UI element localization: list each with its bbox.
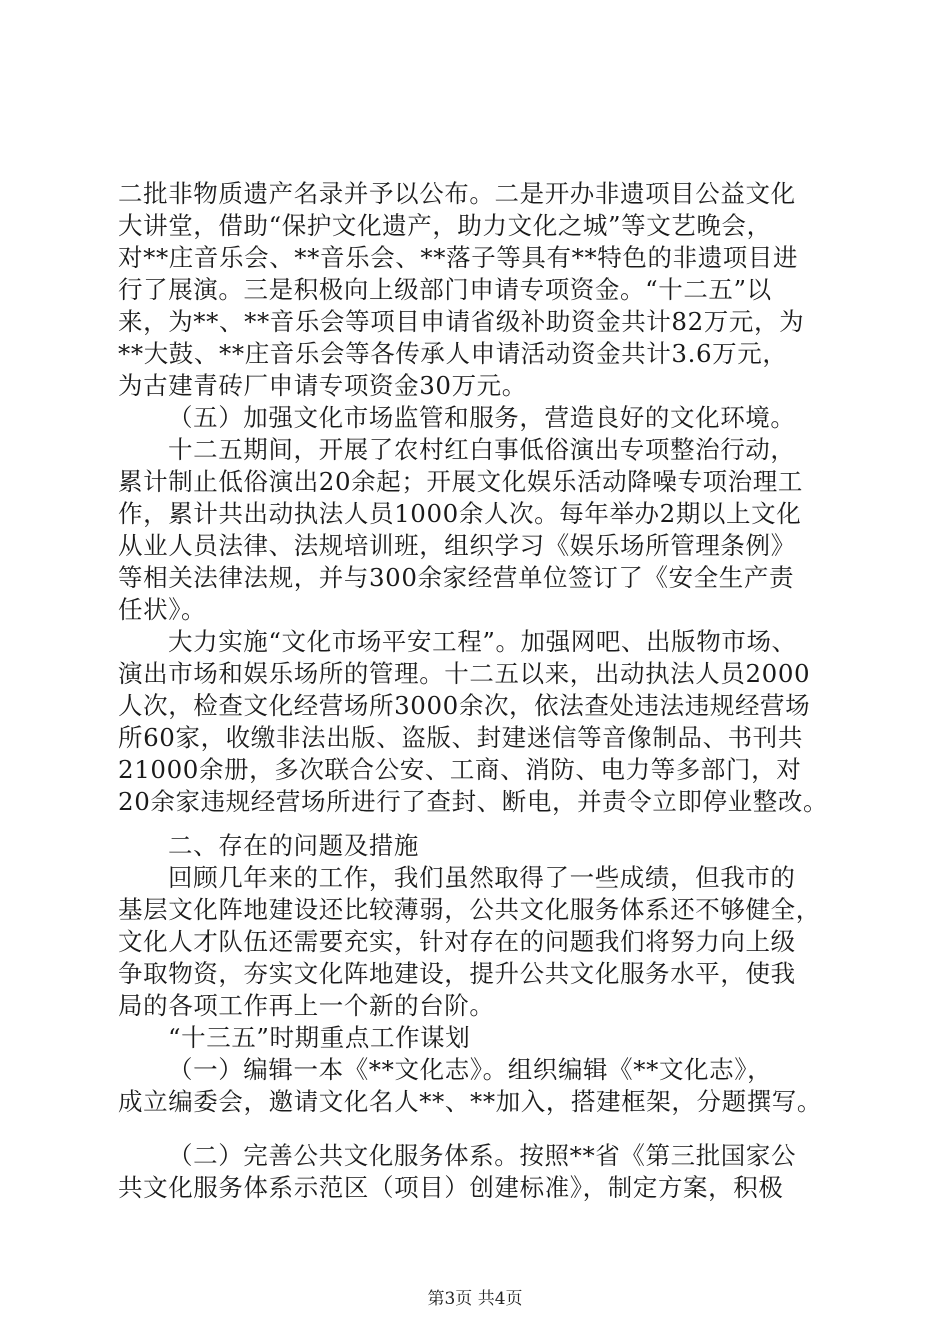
paragraph-line: 累计制止低俗演出20余起；开展文化娱乐活动降噪专项治理工 [118,467,803,496]
paragraph-line: 为古建青砖厂申请专项资金30万元。 [118,371,527,400]
paragraph-line: **大鼓、**庄音乐会等各传承人申请活动资金共计3.6万元， [118,339,788,368]
paragraph-line: 20余家违规经营场所进行了查封、断电，并责令立即停业整改。 [118,787,829,816]
paragraph-line: 大讲堂，借助“保护文化遗产，助力文化之城”等文艺晚会， [118,211,772,240]
paragraph-line: 人次，检查文化经营场所3000余次，依法查处违法违规经营场 [118,691,811,720]
paragraph-line: 演出市场和娱乐场所的管理。十二五以来，出动执法人员2000 [118,659,811,688]
paragraph-line: 基层文化阵地建设还比较薄弱，公共文化服务体系还不够健全， [118,895,821,924]
section-heading: “十三五”时期重点工作谋划 [168,1023,471,1052]
section-heading: （五）加强文化市场监管和服务，营造良好的文化环境。 [168,403,796,432]
paragraph-line: 等相关法律法规，并与300余家经营单位签订了《安全生产责 [118,563,795,592]
paragraph-line: 对**庄音乐会、**音乐会、**落子等具有**特色的非遗项目进 [118,243,799,272]
paragraph-line: 任状》。 [118,595,207,624]
paragraph-line: 局的各项工作再上一个新的台阶。 [118,991,495,1020]
paragraph-line: 21000余册，多次联合公安、工商、消防、电力等多部门，对 [118,755,802,784]
paragraph-line: 共文化服务体系示范区（项目）创建标准》，制定方案，积极 [118,1173,784,1202]
page-number-footer: 第3页 共4页 [427,1289,523,1309]
section-heading: 二、存在的问题及措施 [168,831,419,860]
paragraph-line: 文化人才队伍还需要充实，针对存在的问题我们将努力向上级 [118,927,796,956]
paragraph-line: 二批非物质遗产名录并予以公布。二是开办非遗项目公益文化 [118,179,796,208]
paragraph-line: （一）编辑一本《**文化志》。组织编辑《**文化志》， [168,1055,773,1084]
paragraph-line: 来，为**、**音乐会等项目申请省级补助资金共计82万元，为 [118,307,805,336]
paragraph-line: 行了展演。三是积极向上级部门申请专项资金。“十二五”以 [118,275,772,304]
paragraph-line: 从业人员法律、法规培训班，组织学习《娱乐场所管理条例》 [118,531,796,560]
paragraph-line: （二）完善公共文化服务体系。按照**省《第三批国家公 [168,1141,797,1170]
paragraph-line: 十二五期间，开展了农村红白事低俗演出专项整治行动， [168,435,796,464]
paragraph-line: 作，累计共出动执法人员1000余人次。每年举办2期以上文化 [118,499,802,528]
paragraph-line: 大力实施“文化市场平安工程”。加强网吧、出版物市场、 [168,627,797,656]
paragraph-line: 回顾几年来的工作，我们虽然取得了一些成绩，但我市的 [168,863,796,892]
paragraph-line: 成立编委会，邀请文化名人**、**加入，搭建框架，分题撰写。 [118,1087,822,1116]
paragraph-line: 争取物资，夯实文化阵地建设，提升公共文化服务水平，使我 [118,959,796,988]
paragraph-line: 所60家，收缴非法出版、盗版、封建迷信等音像制品、书刊共 [118,723,803,752]
